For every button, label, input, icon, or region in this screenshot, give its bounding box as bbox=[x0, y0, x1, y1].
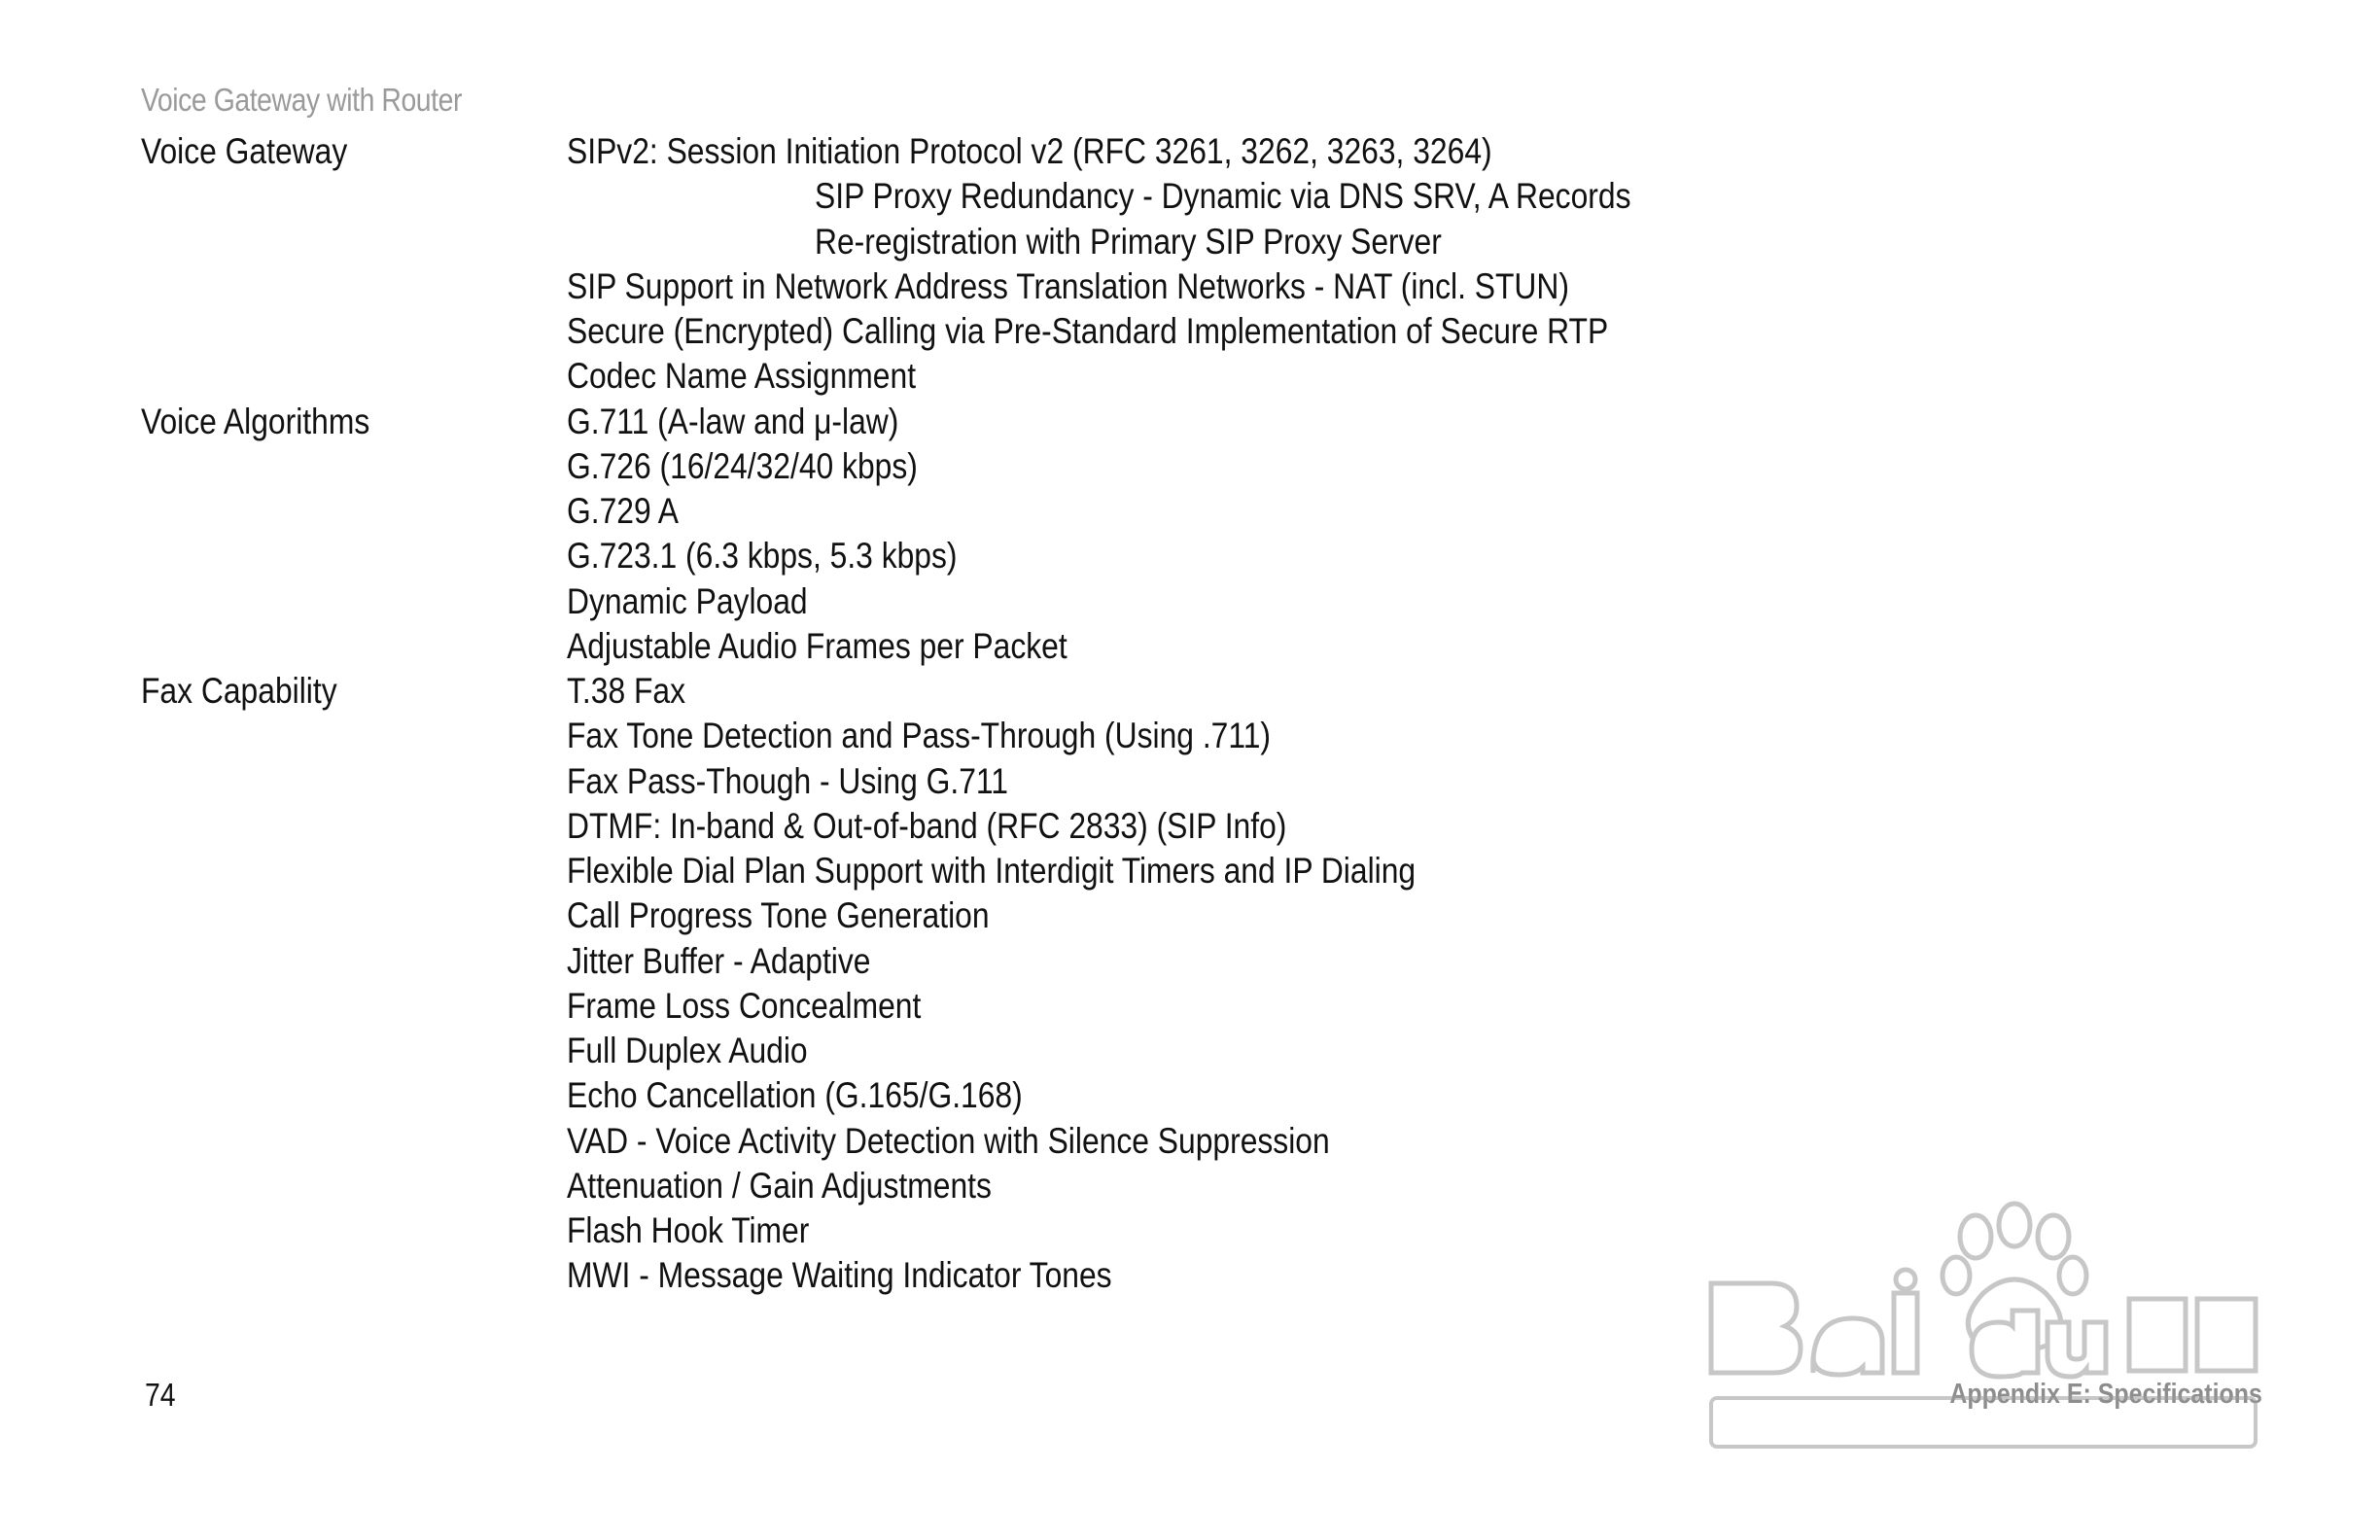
spec-row bbox=[0, 128, 2380, 175]
spec-value: Attenuation / Gain Adjustments bbox=[567, 1165, 992, 1206]
spec-value: Secure (Encrypted) Calling via Pre-Standard Implementation of Secure RTP bbox=[567, 311, 1609, 351]
spec-row bbox=[0, 758, 2380, 805]
spec-row bbox=[0, 1118, 2380, 1165]
spec-row bbox=[0, 308, 2380, 355]
spec-value: Dynamic Payload bbox=[567, 580, 808, 621]
spec-value: G.729 A bbox=[567, 491, 679, 531]
spec-row bbox=[0, 713, 2380, 759]
spec-row bbox=[0, 353, 2380, 400]
spec-row bbox=[0, 443, 2380, 490]
spec-label: Fax Capability bbox=[141, 671, 337, 711]
spec-row bbox=[0, 533, 2380, 579]
spec-row bbox=[0, 848, 2380, 894]
spec-value: SIP Support in Network Address Translation Networks - NAT (incl. STUN) bbox=[567, 265, 1569, 306]
spec-value: Echo Cancellation (G.165/G.168) bbox=[567, 1075, 1023, 1116]
spec-value: Full Duplex Audio bbox=[567, 1031, 808, 1070]
spec-value: SIP Proxy Redundancy - Dynamic via DNS SRV, A Records bbox=[815, 176, 1631, 217]
spec-row bbox=[0, 938, 2380, 985]
spec-label: Voice Algorithms bbox=[141, 401, 370, 441]
spec-value: T.38 Fax bbox=[567, 671, 686, 711]
spec-row bbox=[0, 668, 2380, 715]
spec-value: G.723.1 (6.3 kbps, 5.3 kbps) bbox=[567, 536, 958, 577]
spec-label: Voice Gateway bbox=[141, 131, 348, 171]
spec-row bbox=[0, 578, 2380, 625]
spec-value: VAD - Voice Activity Detection with Silence Suppression bbox=[567, 1120, 1330, 1161]
spec-value: Frame Loss Concealment bbox=[567, 985, 922, 1026]
spec-value: Jitter Buffer - Adaptive bbox=[567, 940, 871, 981]
spec-value: Re-registration with Primary SIP Proxy Server bbox=[815, 221, 1442, 262]
spec-row bbox=[0, 263, 2380, 310]
spec-row bbox=[0, 983, 2380, 1030]
spec-value: Adjustable Audio Frames per Packet bbox=[567, 625, 1068, 666]
spec-row bbox=[0, 1028, 2380, 1074]
spec-value: SIPv2: Session Initiation Protocol v2 (RFC 3261, 3262, 3263, 3264) bbox=[567, 131, 1492, 171]
page-header: Voice Gateway with Router bbox=[141, 82, 462, 118]
spec-value: G.726 (16/24/32/40 kbps) bbox=[567, 445, 918, 486]
spec-value: Codec Name Assignment bbox=[567, 356, 917, 397]
spec-value: Flash Hook Timer bbox=[567, 1210, 810, 1250]
spec-row bbox=[0, 219, 2380, 265]
section-footer: Appendix E: Specifications bbox=[1949, 1379, 2262, 1410]
spec-value: Flexible Dial Plan Support with Interdigit Timers and IP Dialing bbox=[567, 851, 1417, 891]
spec-value: Fax Pass-Though - Using G.711 bbox=[567, 760, 1008, 801]
spec-row bbox=[0, 488, 2380, 535]
spec-value: DTMF: In-band & Out-of-band (RFC 2833) (SIP Info) bbox=[567, 805, 1287, 846]
spec-row bbox=[0, 623, 2380, 670]
spec-row bbox=[0, 892, 2380, 939]
spec-row bbox=[0, 803, 2380, 850]
spec-value: Call Progress Tone Generation bbox=[567, 895, 990, 936]
spec-value: MWI - Message Waiting Indicator Tones bbox=[567, 1255, 1112, 1296]
watermark-url bbox=[1711, 1398, 2256, 1447]
spec-row bbox=[0, 399, 2380, 445]
spec-value: Fax Tone Detection and Pass-Through (Using .711) bbox=[567, 716, 1271, 756]
baidu-jingyan-watermark-logo bbox=[1692, 1186, 2275, 1468]
watermark-logo-letters bbox=[1711, 1270, 2256, 1377]
page-number: 74 bbox=[145, 1377, 176, 1413]
spec-value: G.711 (A-law and μ-law) bbox=[567, 401, 899, 441]
spec-row bbox=[0, 173, 2380, 220]
spec-row bbox=[0, 1072, 2380, 1119]
